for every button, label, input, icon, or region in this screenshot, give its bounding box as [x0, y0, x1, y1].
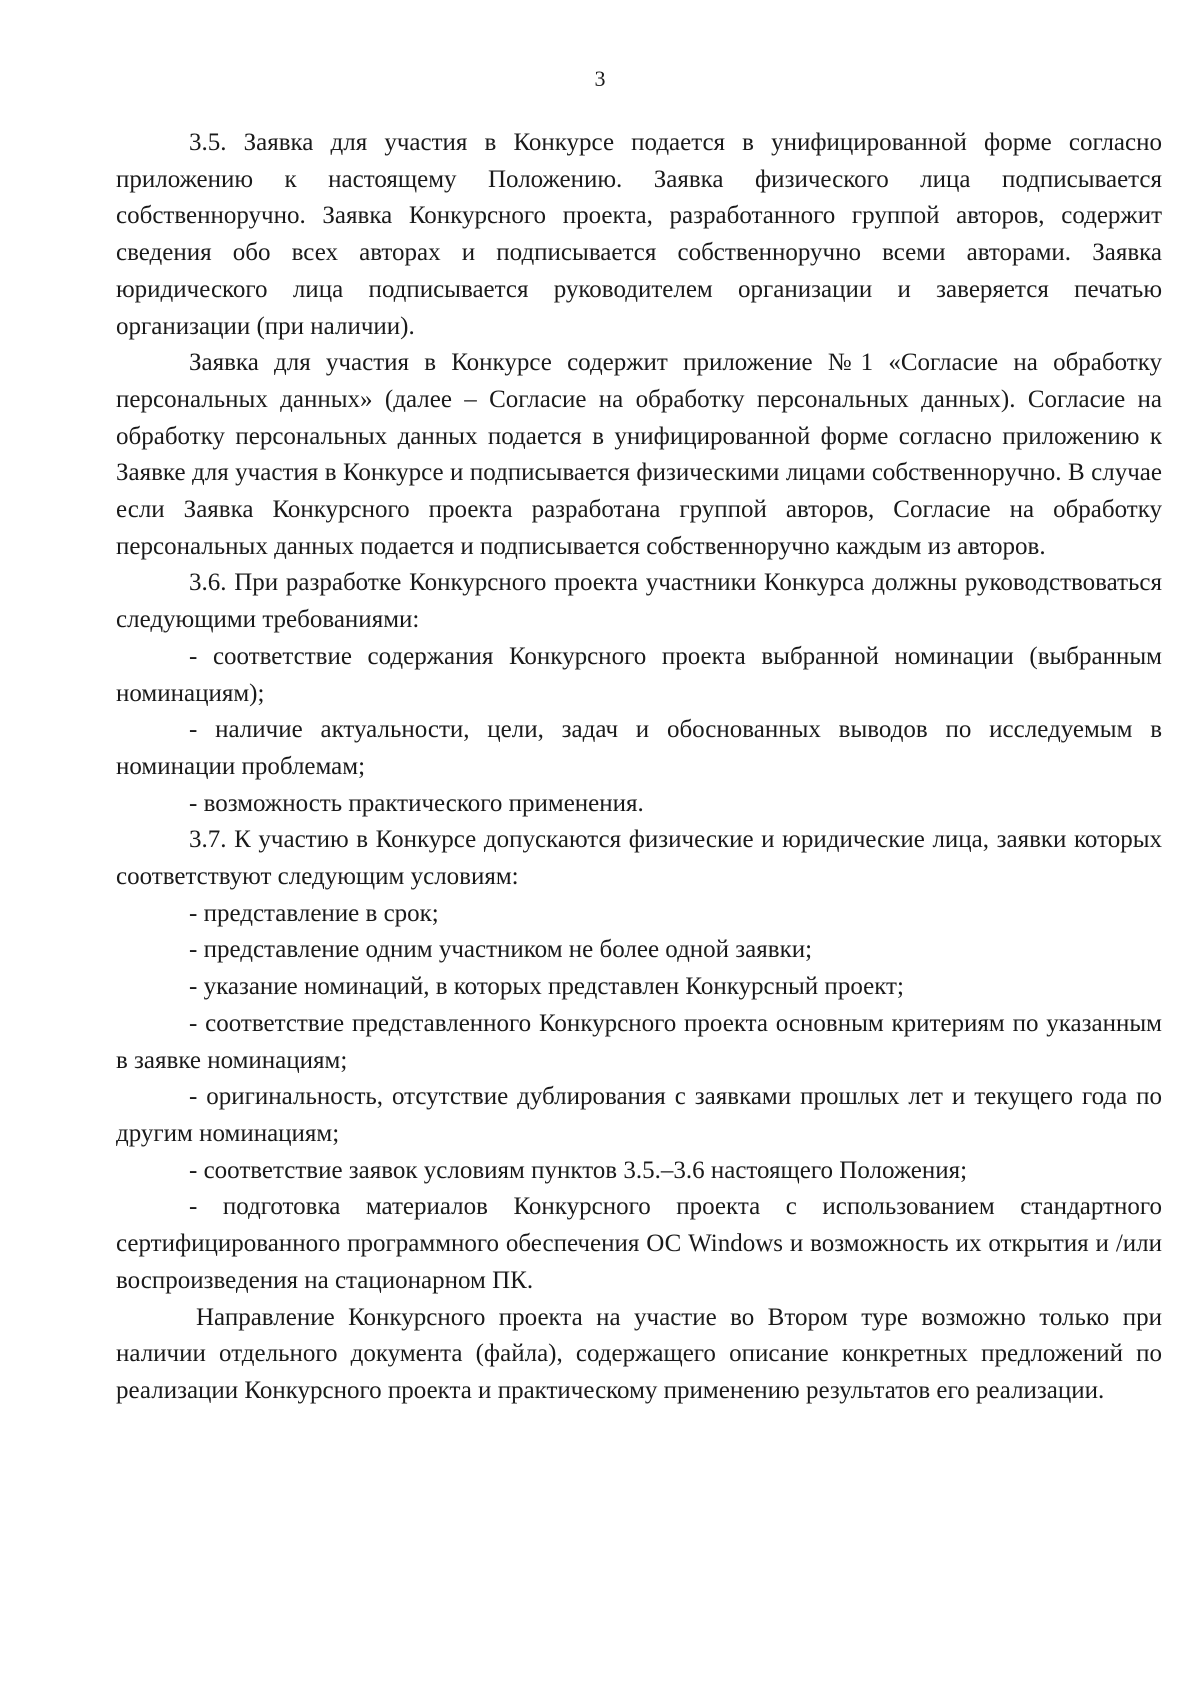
list-item: - представление в срок; [189, 899, 439, 927]
list-item: - оригинальность, отсутствие дублирования с заявками прошлых лет и текущего года по другим номинациям; [116, 1083, 1162, 1147]
paragraph-second-round: Направление Конкурсного проекта на участие во Втором туре возможно только при наличии отдельного документа (файла), содержащего описание конкретных предложений по реализации Конкурсного проекта и практическому применению результатов его реализации. [116, 1303, 1162, 1404]
list-item: - возможность практического применения. [189, 789, 644, 817]
list-item: - подготовка материалов Конкурсного проекта с использованием стандартного сертифицированного программного обеспечения ОС Windows и возможность их открытия и /или воспроизведения на стационарном ПК. [116, 1193, 1162, 1294]
list-item: - наличие актуальности, цели, задач и обоснованных выводов по исследуемым в номинации проблемам; [116, 716, 1162, 780]
list-item: - соответствие представленного Конкурсного проекта основным критериям по указанным в заявке номинациям; [116, 1009, 1162, 1074]
list-item: - соответствие заявок условиям пунктов 3.5.–3.6 настоящего Положения; [189, 1156, 968, 1184]
paragraph-3-6: 3.6. При разработке Конкурсного проекта участники Конкурса должны руководствоваться следующими требованиями: [116, 569, 1162, 634]
list-item: - представление одним участником не более одной заявки; [189, 936, 813, 964]
page-number: 3 [594, 66, 606, 91]
list-item: - указание номинаций, в которых представлен Конкурсный проект; [189, 973, 904, 1001]
paragraph-3-7: 3.7. К участию в Конкурсе допускаются физические и юридические лица, заявки которых соответствуют следующим условиям: [116, 826, 1162, 891]
paragraph-consent: Заявка для участия в Конкурсе содержит приложение №1 «Согласие на обработку персональных данных» (далее – Согласие на обработку персональных данных). Согласие на обработку персональных данных подается в унифицированной форме согласно приложению к Заявке для участия в Конкурсе и подписывается физическими лицами собственноручно. В случае если Заявка Конкурсного проекта разработана группой авторов, Согласие на обработку персональных данных подается и подписывается собственноручно каждым из авторов. [116, 349, 1162, 560]
paragraph-3-5: 3.5. Заявка для участия в Конкурсе подается в унифицированной форме согласно приложению к настоящему Положению. Заявка физического лица подписывается собственноручно. Заявка Конкурсного проекта, разработанного группой авторов, содержит сведения обо всех авторах и подписывается собственноручно всеми авторами. Заявка юридического лица подписывается руководителем организации и заверяется печатью организации (при наличии). [116, 129, 1162, 340]
document-body [116, 125, 1162, 1410]
list-item: - соответствие содержания Конкурсного проекта выбранной номинации (выбранным номинациям); [116, 642, 1162, 707]
